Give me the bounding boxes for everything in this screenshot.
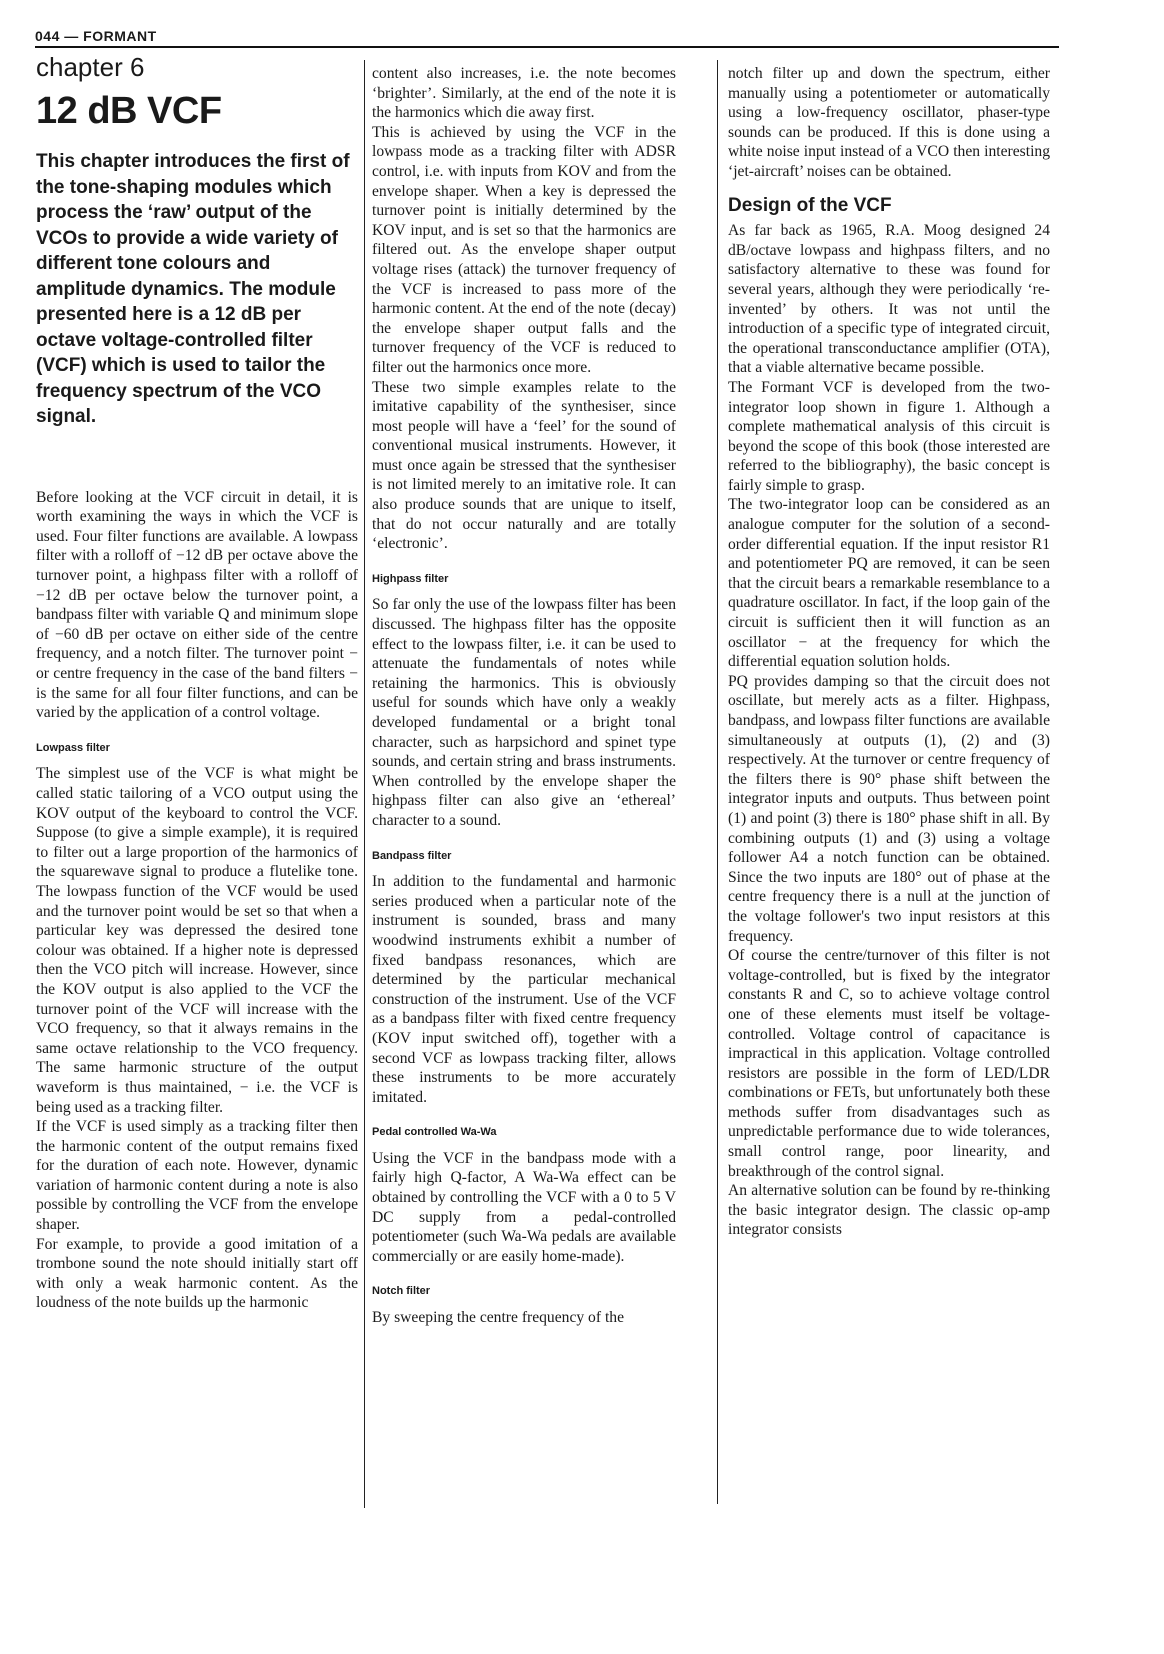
subhead-notch: Notch filter (372, 1285, 431, 1298)
header-rule (35, 46, 1059, 48)
paragraph: Using the VCF in the bandpass mode with a fairly high Q-factor, A Wa-Wa effect can be obtained by controlling the VCF with a 0 to 5 V DC supply from a pedal-controlled potentiometer (such Wa-Wa pedals are available commercially or are easily home-made). (372, 1149, 676, 1265)
paragraph: As far back as 1965, R.A. Moog designed 24 dB/octave lowpass and highpass filters, and no satisfactory alternative to these was found for several years, although they were periodically ‘re-invented’ by others. It was not until the introduction of a specific type of integrated circuit, the operational transconductance amplifier (OTA), that a viable alternative became possible. (728, 222, 1050, 377)
paragraph: If the VCF is used simply as a tracking filter then the harmonic content of the output remains fixed for the duration of each note. However, dynamic variation of harmonic content during a note is also possible by controlling the VCF from the envelope shaper. (36, 1118, 358, 1234)
chapter-intro: This chapter introduces the first of the tone-shaping modules which process the ‘raw’ output of the VCOs to provide a wide variety of different tone colours and amplitude dynamics. The module presented here is a 12 dB per octave voltage-controlled filter (VCF) which is used to tailor the frequency spectrum of the VCO signal. (36, 151, 350, 428)
section-heading-design: Design of the VCF (728, 194, 892, 216)
column-3 (728, 64, 1050, 1240)
paragraph: An alternative solution can be found by re-thinking the basic integrator design. The classic op-amp integrator consists (728, 1182, 1050, 1239)
paragraph: For example, to provide a good imitation of a trombone sound the note should initially start off with only a weak harmonic content. As the loudness of the note builds up the harmonic (36, 1235, 358, 1312)
paragraph: content also increases, i.e. the note becomes ‘brighter’. Similarly, at the end of the note it is the harmonics which die away first. (372, 65, 676, 122)
column-divider-1 (364, 60, 365, 1508)
chapter-title: 12 dB VCF (36, 89, 222, 132)
paragraph: The two-integrator loop can be considered as an analogue computer for the solution of a second-order differential equation. If the input resistor R1 and potentiometer PQ are removed, it can be seen that the circuit bears a remarkable resemblance to a quadrature oscillator. In fact, if the loop gain of the circuit is sufficient then it will function as an oscillator − at the frequency for which the differential equation solution holds. (728, 496, 1050, 671)
paragraph: notch filter up and down the spectrum, either manually using a potentiometer or automatically using a low-frequency oscillator, phaser-type sounds can be produced. If this is done using a white noise input instead of a VCO then interesting ‘jet-aircraft’ noises can be obtained. (728, 65, 1050, 180)
subhead-highpass: Highpass filter (372, 572, 449, 585)
running-head: 044 — FORMANT (35, 28, 157, 44)
subhead-wawa: Pedal controlled Wa-Wa (372, 1126, 497, 1139)
paragraph: Of course the centre/turnover of this filter is not voltage-controlled, but is fixed by the integrator constants R and C, so to achieve voltage control one of these elements must itself be voltage-controlled. Voltage control of capacitance is impractical in this application. Voltage controlled resistors are possible in the form of LED/LDR combinations or FETs, but unfortunately both these methods suffer from disadvantages such as unpredictable performance due to wide tolerances, small control range, poor linearity, and breakthrough of the control signal. (728, 947, 1050, 1180)
paragraph: By sweeping the centre frequency of the (372, 1309, 624, 1327)
subhead-bandpass: Bandpass filter (372, 849, 452, 862)
paragraph: In addition to the fundamental and harmonic series produced when a particular note of the instrument is sounded, brass and many woodwind instruments exhibit a number of fixed bandpass resonances, which are determined by the particular mechanical construction of the instrument. Use of the VCF as a bandpass filter with fixed centre frequency (KOV input switched off), together with a second VCF as lowpass tracking filter, allows these instruments to be more accurately imitated. (372, 873, 676, 1106)
paragraph: These two simple examples relate to the imitative capability of the synthesiser, since most people will have a ‘feel’ for the sound of conventional musical instruments. However, it must once again be stressed that the synthesiser is not limited merely to an imitative role. It can also produce sounds that are unique to itself, that do not occur naturally and are totally ‘electronic’. (372, 378, 676, 553)
column-divider-2 (717, 60, 718, 1504)
subhead-lowpass: Lowpass filter (36, 741, 110, 754)
paragraph: PQ provides damping so that the circuit does not oscillate, but merely acts as a filter. Highpass, bandpass, and lowpass filter functions are available simultaneously at outputs (1), (2) and (3) respectively. At the turnover or centre frequency of the filters there is 90° phase shift between the integrator inputs and outputs. Thus between point (1) and point (3) there is 180° phase shift in all. By combining outputs (1) and (3) using a voltage follower A4 a notch function can be obtained. Since the two inputs are 180° out of phase at the centre frequency there is a null at the junction of the voltage follower's two input resistors at this frequency. (728, 672, 1050, 945)
paragraph: The simplest use of the VCF is what might be called static tailoring of a VCO output using the KOV output of the keyboard to control the VCF. Suppose (to give a simple example), it is required to filter out a large proportion of the harmonics of the squarewave signal to produce a flutelike tone. The lowpass function of the VCF would be used and the turnover point would be set so that when a particular key was depressed the desired tone colour was obtained. If a higher note is depressed then the VCO pitch will increase. However, since the KOV output is also applied to the VCF the turnover point of the VCF will increase with the VCO frequency, so that it always remains in the same octave relationship to the VCO frequency. The same harmonic structure of the output waveform is thus maintained, − i.e. the VCF is being used as a tracking filter. (36, 765, 358, 1116)
column-1 (36, 52, 358, 1313)
paragraph: The Formant VCF is developed from the two-integrator loop shown in figure 1. Although a complete mathematical analysis of this circuit is beyond the scope of this book (those interested are referred to the bibliography), the basic concept is fairly simple to grasp. (728, 378, 1050, 494)
paragraph: This is achieved by using the VCF in the lowpass mode as a tracking filter with ADSR control, i.e. with inputs from KOV and from the envelope shaper. When a key is depressed the turnover point is initially determined by the KOV input, and is set so that the harmonics are filtered out. As the envelope shaper output voltage rises (attack) the turnover frequency of the VCF is increased to pass more of the harmonic content. At the end of the note (decay) the envelope shaper output falls and the turnover frequency of the VCF is reduced to filter out the harmonics once more. (372, 123, 676, 376)
paragraph: Before looking at the VCF circuit in detail, it is worth examining the ways in which the VCF is used. Four filter functions are available. A lowpass filter with a rolloff of −12 dB per octave above the turnover point, a highpass filter with a rolloff of −12 dB per octave below the turnover point, a bandpass filter with variable Q and minimum slope of −60 dB per octave on either side of the centre frequency, and a notch filter. The turnover point − or centre frequency in the case of the band filters − is the same for all four filter functions, and can be varied by the application of a control voltage. (36, 488, 358, 722)
column-2 (372, 64, 676, 1328)
chapter-label: chapter 6 (36, 52, 145, 82)
paragraph: So far only the use of the lowpass filter has been discussed. The highpass filter has the opposite effect to the lowpass filter, i.e. it can be used to attenuate the fundamentals of notes while retaining the harmonics. This is obviously useful for sounds which have only a weakly developed fundamental or a bright tonal character, such as harpsichord and spinet type sounds, and certain string and brass instruments. When controlled by the envelope shaper the highpass filter can also give an ‘ethereal’ character to a sound. (372, 596, 676, 829)
